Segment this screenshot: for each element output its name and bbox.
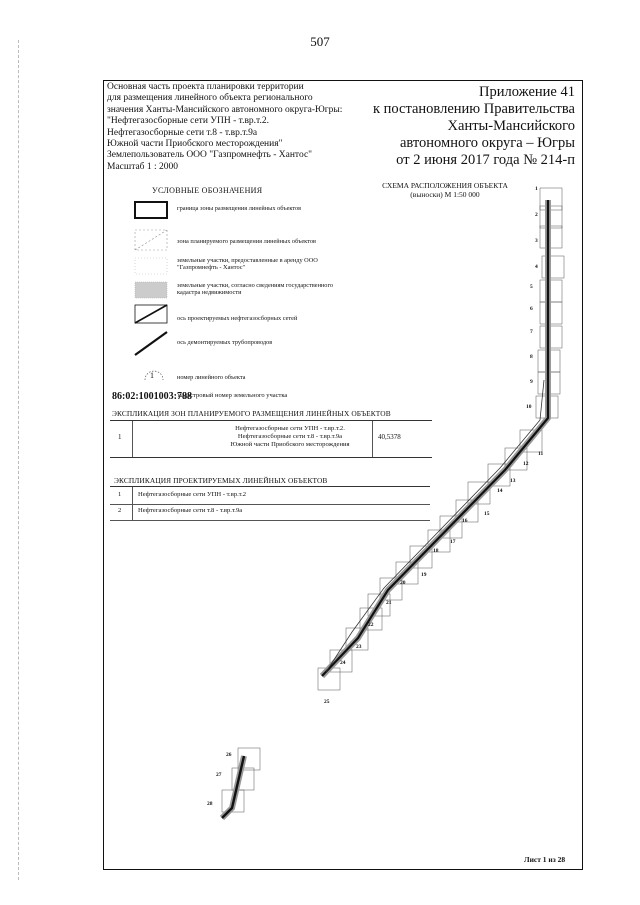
- cadastral-sample: 86:02:1001003:788: [112, 391, 192, 402]
- sheet-tiles: [222, 188, 564, 812]
- sheet-label: 26: [226, 752, 232, 758]
- sheet-number: Лист 1 из 28: [524, 855, 566, 864]
- legend-text-demolish: ось демонтируемых трубопроводов: [177, 339, 273, 346]
- sheet-label: 12: [523, 461, 529, 467]
- object-row-number: 1: [118, 491, 122, 498]
- object-row-name: Нефтегазосборные сети т.8 - т.вр.т.9а: [138, 507, 243, 514]
- header-left-line: Землепользователь ООО "Газпромнефть - Хантос": [107, 150, 313, 161]
- sheet-label: 9: [530, 379, 533, 385]
- header-right-line: автономного округа – Югры: [399, 135, 575, 151]
- zone-row-area: 40,5378: [378, 433, 401, 441]
- pipeline-zone: [322, 200, 548, 676]
- sheet-labels: [207, 186, 543, 807]
- header-left-line: Южной части Приобского месторождения": [107, 139, 283, 150]
- legend-text-zone: зона планируемого размещения линейных объектов: [177, 238, 316, 245]
- zone-name-line: Нефтегазосборные сети т.8 - т.вр.т.9а: [237, 433, 343, 441]
- explication-objects-title: ЭКСПЛИКАЦИЯ ПРОЕКТИРУЕМЫХ ЛИНЕЙНЫХ ОБЪЕКТОВ: [114, 476, 328, 485]
- header-left-line: "Нефтегазосборные сети УПН - т.вр.т.2.: [107, 116, 269, 127]
- sheet-label: 10: [526, 404, 532, 410]
- header-right-line: Ханты-Мансийского: [447, 118, 575, 134]
- sheet-label: 18: [433, 548, 439, 554]
- pipeline-main: [322, 200, 548, 676]
- explication-zones-title: ЭКСПЛИКАЦИЯ ЗОН ПЛАНИРУЕМОГО РАЗМЕЩЕНИЯ ЛИНЕЙНЫХ ОБЪЕКТОВ: [112, 409, 391, 418]
- page-number: 507: [310, 34, 330, 49]
- schema-title-main: СХЕМА РАСПОЛОЖЕНИЯ ОБЪЕКТА: [382, 181, 508, 190]
- schema-subtitle: (выноски) М 1:50 000: [410, 190, 480, 199]
- header-left-line: для размещения линейного объекта регионального: [107, 93, 313, 104]
- header-left-line: Основная часть проекта планировки территории: [107, 82, 304, 92]
- legend-text-axis: ось проектируемых нефтегазосборных сетей: [177, 315, 298, 322]
- sheet-label: 11: [538, 451, 544, 457]
- header-left-line: Нефтегазосборные сети т.8 - т.вр.т.9а: [107, 127, 258, 138]
- sheet-label: 14: [497, 488, 503, 494]
- sheet-label: 16: [462, 518, 468, 524]
- zone-name-line: Нефтегазосборные сети УПН - т.вр.т.2.: [235, 425, 345, 432]
- sheet-label: 25: [324, 699, 330, 705]
- sheet-label: 4: [535, 264, 538, 270]
- header-right-line: к постановлению Правительства: [373, 101, 575, 117]
- sheet-label: 28: [207, 801, 213, 807]
- legend-title: УСЛОВНЫЕ ОБОЗНАЧЕНИЯ: [152, 186, 263, 195]
- sheet-label: 24: [340, 660, 346, 666]
- sheet-label: 1: [535, 186, 538, 192]
- header-left-line: значения Ханты-Мансийского автономного округа-Югры:: [107, 104, 343, 115]
- sheet-label: 15: [484, 511, 490, 517]
- cadastral-desc: кадастровый номер земельного участка: [178, 392, 288, 399]
- sheet-label: 3: [535, 238, 538, 244]
- sheet-label: 23: [356, 644, 362, 650]
- object-row-number: 2: [118, 507, 122, 514]
- header-right-line: Приложение 41: [479, 84, 575, 100]
- sheet-label: 21: [386, 600, 392, 606]
- sheet-label: 6: [530, 306, 533, 312]
- sheet-label: 22: [368, 622, 374, 628]
- legend-text-gkn: земельные участки, согласно сведениям государственного кадастра недвижимости: [177, 282, 334, 297]
- header-left-line: Масштаб 1 : 2000: [107, 161, 179, 172]
- legend-text-boundary: граница зоны размещения линейных объектов: [177, 205, 302, 212]
- pipeline-south-segment: [222, 756, 244, 818]
- sheet-label: 19: [421, 572, 427, 578]
- legend-text-number: номер линейного объекта: [177, 374, 246, 381]
- legend-text-lease: земельные участки, предоставленные в аренду ООО "Газпромнефть - Хантос": [177, 257, 318, 272]
- sheet-label: 5: [530, 284, 533, 290]
- zone-name-line: Южной части Приобского месторождения: [230, 441, 350, 449]
- legend-number-sample: 1: [150, 371, 154, 380]
- sheet-label: 20: [400, 580, 406, 586]
- sheet-label: 27: [216, 772, 222, 778]
- sheet-label: 7: [530, 329, 533, 335]
- sheet-label: 8: [530, 354, 533, 360]
- zone-row-number: 1: [118, 433, 122, 441]
- header-right-line: от 2 июня 2017 года № 214-п: [396, 152, 575, 168]
- object-row-name: Нефтегазосборные сети УПН - т.вр.т.2: [138, 491, 247, 498]
- sheet-label: 17: [450, 539, 456, 545]
- sheet-label: 13: [510, 478, 516, 484]
- sheet-label: 2: [535, 212, 538, 218]
